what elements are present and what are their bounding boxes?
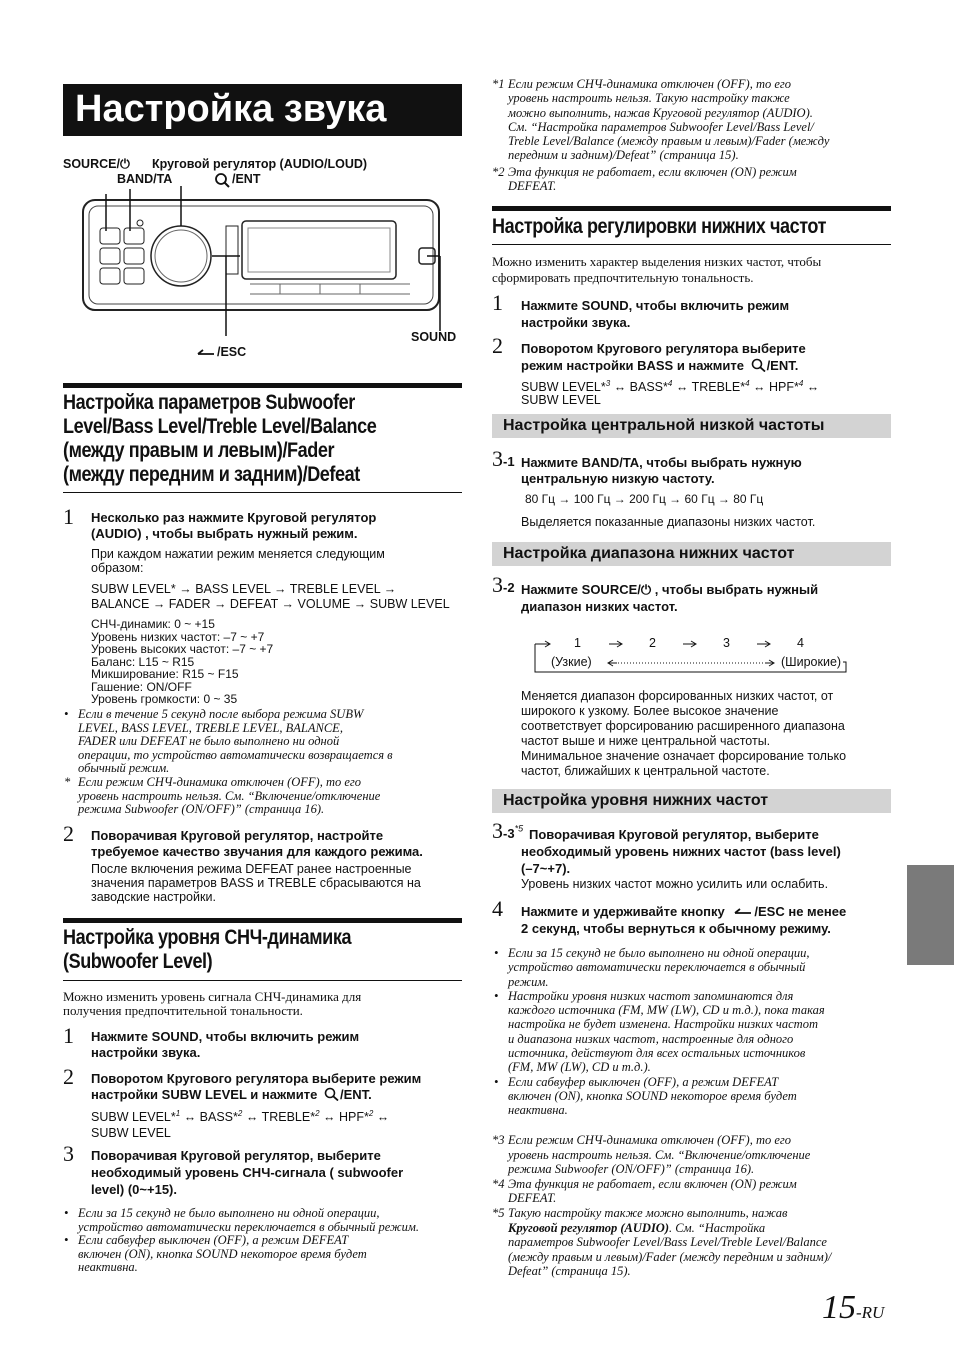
bullet-mark: • <box>64 1206 69 1220</box>
line: настройки SUBW LEVEL и нажмите <box>91 1087 318 1102</box>
step-suffix: -3 <box>503 826 515 841</box>
range-narrow-label: (Узкие) <box>551 655 592 669</box>
line: устройство автоматически переключается в обычный режим. <box>78 1219 419 1234</box>
line: Если режим СНЧ-динамика отключен (OFF), то его <box>78 775 362 789</box>
back-arrow-icon <box>732 904 754 918</box>
line: Поворачивая Круговой регулятор, настройте <box>91 828 384 843</box>
line: включен (ON), кнопка SOUND некоторое время будет <box>78 1246 367 1261</box>
back-arrow-icon <box>195 345 217 359</box>
line: Нажмите SOURCE/⏻ , чтобы выбрать нужный <box>521 582 819 597</box>
line: Уровень высоких частот: –7 ~ +7 <box>91 642 274 656</box>
seq-part: SUBW LEVEL* <box>91 1110 176 1125</box>
heading-line: Настройка параметров Subwoofer <box>63 391 355 414</box>
line: Можно изменить уровень сигнала СНЧ-динамика для <box>63 989 362 1004</box>
line: После включения режима DEFEAT ранее настроенные <box>91 862 412 876</box>
line: Баланс: L15 ~ R15 <box>91 654 195 669</box>
notes-subwoofer <box>64 1206 419 1275</box>
section-rule-thin <box>492 244 891 245</box>
line: Treble Level/Balance (между правым и левым)/Fader (между <box>508 134 830 149</box>
line: Если режим СНЧ-динамика отключен (OFF), то его <box>508 77 792 91</box>
line: режима Subwoofer (ON/OFF)” (страница 16). <box>508 1162 755 1177</box>
step-3-3-text: Уровень низких частот можно усилить или ослабить. <box>521 877 829 891</box>
section-heading-params <box>63 391 462 487</box>
seq-part: ↔ HPF* <box>749 380 799 395</box>
step-sup: *5 <box>514 823 524 834</box>
step1-instruction <box>91 1029 359 1061</box>
line: Уровень низких частот: –7 ~ +7 <box>91 629 265 644</box>
heading-line: Level/Bass Level/Treble Level/Balance <box>63 415 377 438</box>
line: Если за 15 секунд не было выполнено ни одной операции, <box>78 1206 380 1220</box>
line: Такую настройку также можно выполнить, нажав <box>508 1205 788 1220</box>
step-number: 3 <box>63 1141 74 1166</box>
line: настройки звука. <box>91 1045 201 1060</box>
subheading-range: Настройка диапазона нижних частот <box>492 542 891 566</box>
step1-instruction <box>91 510 376 542</box>
seq-sup: 2 <box>315 1109 320 1118</box>
line: Несколько раз нажмите Круговой регулятор <box>91 510 377 525</box>
seq-part: ↔ HPF* <box>319 1110 369 1125</box>
seq-part: ↔ BASS* <box>180 1110 238 1125</box>
step2-instruction <box>91 828 423 860</box>
section-rule <box>63 383 462 388</box>
bullet-mark: • <box>494 1074 499 1089</box>
chapter-tab <box>907 865 954 965</box>
footnote-mark: *5 <box>492 1205 505 1220</box>
line: При каждом нажатии режим меняется следующим <box>91 547 385 561</box>
step-number: 3 <box>492 446 503 471</box>
line: включен (ON), кнопка SOUND некоторое время будет <box>508 1088 797 1103</box>
line: уровень настроить нельзя. См. “Включение/отключение <box>508 1147 811 1162</box>
line: Если в течение 5 секунд после выбора режима SUBW <box>78 707 364 721</box>
esc-label: /ESC <box>217 345 247 359</box>
range-value: 3 <box>723 636 730 650</box>
range-wide-label: (Широкие) <box>781 655 842 669</box>
step-3-1-text: Выделяется показанные диапазоны низких частот. <box>521 515 816 529</box>
line: режима Subwoofer (ON/OFF)” (страница 16). <box>78 802 325 816</box>
step1-text <box>91 547 385 575</box>
line: Меняется диапазон форсированных низких частот, от <box>521 689 834 703</box>
line: level) (0~+15). <box>91 1182 177 1197</box>
step-number: 3 <box>492 818 503 843</box>
line: Эта функция не работает, если включен (ON) режим <box>508 1176 797 1191</box>
line: Можно изменить характер выделения низких частот, чтобы <box>492 254 822 269</box>
line: необходимый уровень СНЧ-сигнала ( subwoofer <box>91 1165 404 1180</box>
mode-sequence <box>91 582 450 612</box>
step-suffix: -1 <box>503 454 515 469</box>
step3-instruction <box>91 1147 403 1198</box>
step-number: 2 <box>63 1064 74 1089</box>
search-icon <box>751 358 767 372</box>
section-intro <box>63 990 361 1018</box>
line: настройки звука. <box>521 315 631 330</box>
line: (–7~+7). <box>521 861 571 876</box>
footnote-1 <box>492 77 830 163</box>
bass-sequence <box>521 377 819 407</box>
range-value: 2 <box>649 636 656 650</box>
step-3-3-instruction <box>521 826 841 877</box>
heading-line: Настройка уровня СНЧ-динамика <box>63 926 352 949</box>
subheading-bass-level: Настройка уровня нижних частот <box>492 789 891 813</box>
seq-sup: 4 <box>798 379 804 388</box>
heading-line: (Subwoofer Level) <box>63 950 213 973</box>
step-number: 1 <box>492 290 503 315</box>
seq-part: SUBW LEVEL <box>521 393 601 408</box>
line: /ENT. <box>340 1087 372 1102</box>
bullet-mark: • <box>64 1233 69 1247</box>
seq-part: ↔ <box>373 1110 390 1125</box>
line: можно выполнить, нажав Круговой регулятор (AUDIO). <box>508 105 813 120</box>
line: и диапазона низких частот, настроенные для одного <box>508 1031 794 1046</box>
line: Эта функция не работает, если включен (ON) режим <box>508 165 797 179</box>
step4-instruction <box>521 903 846 937</box>
line: Минимальное значение означает форсирование только <box>521 749 847 763</box>
line: частот, ближайших к центральной частоте. <box>521 764 770 778</box>
line: Нажмите и удерживайте кнопку <box>521 904 725 919</box>
line: . См. “Настройка <box>669 1220 766 1235</box>
footnotes-bottom <box>492 1133 832 1279</box>
step2-instruction <box>91 1071 421 1103</box>
step-3-2-text <box>521 689 846 779</box>
line: режим настройки BASS и нажмите <box>521 358 744 373</box>
bullet-mark: • <box>494 946 499 960</box>
freq-sequence: 80 Гц → 100 Гц → 200 Гц → 60 Гц → 80 Гц <box>525 492 764 506</box>
line: операции, то устройство автоматически возвращается в <box>78 747 393 762</box>
step-number-3-1 <box>492 448 515 471</box>
line: центральную низкую частоту. <box>521 471 715 486</box>
line: передним и задним)/Defeat” (страница 15). <box>508 148 739 163</box>
step2-instruction <box>521 340 806 374</box>
line: (FM, MW (LW), CD и т.д.). <box>508 1060 651 1075</box>
step1-instruction <box>521 297 789 331</box>
step-number: 2 <box>492 333 503 358</box>
seq-sup: 4 <box>745 379 750 388</box>
section-heading-subwoofer <box>63 926 462 974</box>
line: требуемое качество звучания для каждого режима. <box>91 844 423 859</box>
line: параметров Subwoofer Level/Bass Level/Treble Level/Balance <box>508 1235 827 1250</box>
seq-sup: 1 <box>175 1109 181 1118</box>
step-number: 2 <box>63 821 74 846</box>
search-icon <box>324 1087 340 1101</box>
line: необходимый уровень нижних частот (bass level) <box>521 844 841 859</box>
line: каждого источника (FM, MW (LW), CD и т.д.), пока такая <box>508 1003 825 1018</box>
seq-part: SUBW LEVEL* <box>521 380 606 395</box>
step-number: 3 <box>492 572 503 597</box>
step-3-2-instruction <box>521 581 818 615</box>
seq-part: ↔ TREBLE* <box>672 380 746 395</box>
seq-sup: 4 <box>667 379 673 388</box>
line: Нажмите SOUND, чтобы включить режим <box>521 298 790 313</box>
line: Поворотом Кругового регулятора выберите <box>521 341 806 356</box>
step-suffix: -2 <box>503 580 515 595</box>
bullet-mark: • <box>494 988 499 1003</box>
line: Поворачивая Круговой регулятор, выберите <box>529 827 819 842</box>
line: широкого к узкому. Более высокое значение <box>521 704 779 718</box>
line: режим. <box>508 974 549 989</box>
knob-label: Круговой регулятор (AUDIO/LOUD) <box>152 157 368 171</box>
line: получения предпочтительной тональности. <box>63 1003 303 1018</box>
line: Настройки уровня низких частот запоминаются для <box>508 988 794 1003</box>
line: заводские настройки. <box>91 890 216 904</box>
footnote-2 <box>492 165 797 194</box>
range-value: 4 <box>797 636 804 650</box>
seq-sup: 2 <box>368 1109 374 1118</box>
line: уровень настроить нельзя. См. “Включение/отключение <box>78 788 381 803</box>
page-number-value: 15 <box>822 1289 856 1326</box>
footnote-mark: *4 <box>492 1176 505 1191</box>
seq-part: SUBW LEVEL <box>91 1126 171 1141</box>
bullet-mark: • <box>64 707 69 721</box>
line: /ENT. <box>766 358 799 373</box>
line: /ESC не менее <box>754 904 847 919</box>
line: частот выше и ниже центральной частоты. <box>521 734 771 748</box>
line: FADER или DEFEAT не было выполнено ни одной <box>78 734 340 748</box>
section-heading-bass: Настройка регулировки нижних частот <box>492 215 827 238</box>
note-bullet <box>64 707 393 776</box>
line-bold: Круговой регулятор (AUDIO) <box>508 1220 669 1235</box>
line: Микширование: R15 ~ F15 <box>91 667 239 681</box>
line: Нажмите BAND/TA, чтобы выбрать нужную <box>521 455 802 470</box>
range-value: 1 <box>574 636 581 650</box>
seq-sup: 3 <box>605 379 611 388</box>
seq-sup: 2 <box>237 1109 243 1118</box>
line: Если режим СНЧ-динамика отключен (OFF), то его <box>508 1133 792 1147</box>
sound-label: SOUND <box>411 330 457 344</box>
range-diagram <box>533 634 849 676</box>
head-unit-illustration <box>80 186 460 336</box>
step-number-3-2 <box>492 574 515 597</box>
line: Гашение: ON/OFF <box>91 679 192 694</box>
line: См. “Настройка параметров Subwoofer Level/Bass Level/ <box>508 119 814 134</box>
subheading-center-freq: Настройка центральной низкой частоты <box>492 414 891 438</box>
step-3-1-instruction <box>521 455 802 487</box>
line: DEFEAT. <box>508 1191 557 1206</box>
subw-sequence <box>91 1106 389 1141</box>
page-number <box>822 1288 884 1333</box>
heading-line: (между правым и левым)/Fader <box>63 439 335 462</box>
bass-notes <box>494 946 825 1118</box>
section-intro <box>492 254 821 286</box>
seq-part: ↔ BASS* <box>610 380 668 395</box>
line: Нажмите SOUND, чтобы включить режим <box>91 1029 360 1044</box>
note-star <box>64 775 381 817</box>
line: устройство автоматически переключается в обычный <box>508 960 806 975</box>
line: SUBW LEVEL* → BASS LEVEL → TREBLE LEVEL → <box>91 582 397 596</box>
line: источника, действуют для всех остальных источников <box>508 1046 806 1061</box>
line: Defeat” (страница 15). <box>508 1264 631 1279</box>
footnote-mark: *3 <box>492 1133 505 1147</box>
line: Если за 15 секунд не было выполнено ни одной операции, <box>508 946 810 960</box>
page-title: Настройка звука <box>63 84 462 136</box>
step2-text <box>91 862 421 904</box>
ent-label: /ENT <box>232 172 261 186</box>
line: Если сабвуфер выключен (OFF), а режим DEFEAT <box>78 1233 349 1247</box>
line: (AUDIO) , чтобы выбрать нужный режим. <box>91 526 358 541</box>
line: соответствует форсированию расширенного диапазона <box>521 719 845 733</box>
bullet-mark: * <box>64 775 71 789</box>
step-number: 1 <box>63 1023 74 1048</box>
line: 2 секунд, чтобы вернуться к обычному режиму. <box>521 921 831 936</box>
line: образом: <box>91 561 144 575</box>
step-number: 4 <box>492 896 503 921</box>
line: СНЧ-динамик: 0 ~ +15 <box>91 617 215 631</box>
section-rule <box>492 206 891 211</box>
step-number-3-3 <box>492 820 523 843</box>
line: обычный режим. <box>78 761 170 775</box>
line: Уровень громкости: 0 ~ 35 <box>91 692 238 706</box>
line: Поворотом Кругового регулятора выберите режим <box>91 1071 422 1086</box>
section-rule-thin <box>63 980 462 981</box>
line: LEVEL, BASS LEVEL, TREBLE LEVEL, BALANCE, <box>78 720 343 735</box>
line: уровень настроить нельзя. Такую настройку также <box>508 91 790 106</box>
line: BALANCE → FADER → DEFEAT → VOLUME → SUBW LEVEL <box>91 597 450 611</box>
step-number: 1 <box>63 504 74 529</box>
value-ranges <box>91 618 273 706</box>
seq-part: ↔ TREBLE* <box>242 1110 316 1125</box>
line: неактивна. <box>78 1260 138 1274</box>
line: диапазон низких частот. <box>521 599 678 614</box>
line: настройка не будет изменена. Настройки низких частот <box>508 1017 818 1032</box>
page-number-suffix: -RU <box>856 1303 885 1322</box>
line: значения параметров BASS и TREBLE сбрасываются на <box>91 876 421 890</box>
line: неактивна. <box>508 1103 568 1118</box>
line: сформировать предпочтительную тональность. <box>492 270 754 285</box>
line: (между правым и левым)/Fader (между передним и задним)/ <box>508 1249 832 1264</box>
heading-line: (между передним и задним)/Defeat <box>63 463 360 486</box>
section-rule <box>63 918 462 923</box>
line: Если сабвуфер выключен (OFF), а режим DEFEAT <box>508 1074 779 1089</box>
seq-part: ↔ <box>803 380 820 395</box>
line: Поворачивая Круговой регулятор, выберите <box>91 1148 381 1163</box>
source-label: SOURCE/⏻ <box>63 157 130 171</box>
section-rule-thin <box>63 492 462 493</box>
footnote-mark: *1 <box>492 77 505 91</box>
line: DEFEAT. <box>508 179 557 194</box>
footnote-mark: *2 <box>492 165 505 179</box>
band-label: BAND/TA <box>117 172 173 186</box>
